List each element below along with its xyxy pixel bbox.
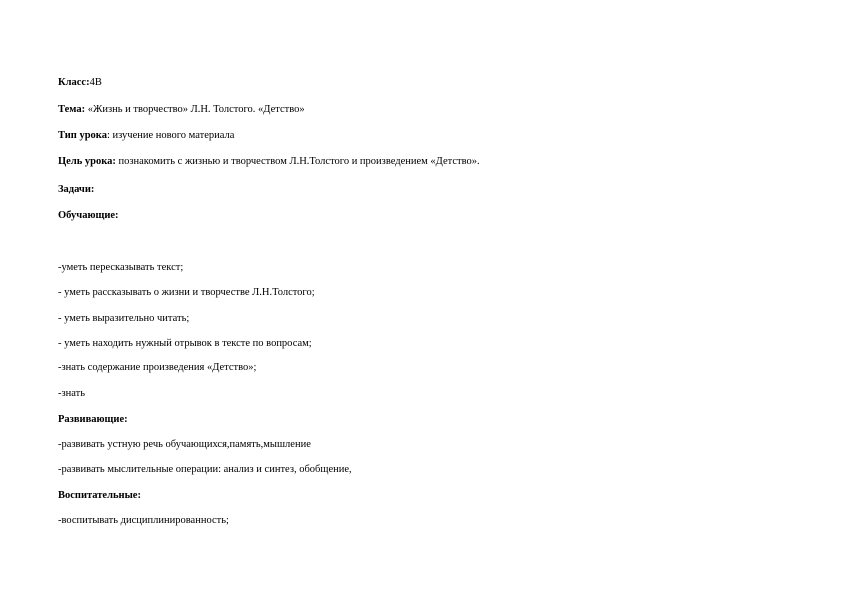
developing-item: -развивать устную речь обучающихся,память,мышление <box>58 439 311 450</box>
class-value: 4В <box>89 77 102 88</box>
class-label: Класс: <box>58 77 90 88</box>
lesson-type-label: Тип урока <box>58 130 107 141</box>
goal-label: Цель урока: <box>58 156 116 167</box>
goal-value: познакомить с жизнью и творчеством Л.Н.Толстого и произведением «Детство». <box>115 156 480 167</box>
tasks-heading: Задачи: <box>58 184 95 195</box>
educational-item: -воспитывать дисциплинированность; <box>58 515 229 526</box>
teaching-item: -уметь пересказывать текст; <box>58 262 184 273</box>
teaching-item: - уметь выразительно читать; <box>58 313 190 324</box>
teaching-item: -знать содержание произведения «Детство»; <box>58 362 257 373</box>
topic-label: Тема: <box>58 104 86 115</box>
class-line <box>58 76 102 90</box>
teaching-heading: Обучающие: <box>58 210 119 221</box>
goal-line <box>58 155 480 169</box>
educational-heading: Воспитательные: <box>58 490 141 501</box>
topic-value: «Жизнь и творчество» Л.Н. Толстого. «Детство» <box>85 104 305 115</box>
developing-item: -развивать мыслительные операции: анализ и синтез, обобщение, <box>58 464 352 475</box>
teaching-item: - уметь рассказывать о жизни и творчестве Л.Н.Толстого; <box>58 287 315 298</box>
developing-heading: Развивающие: <box>58 414 128 425</box>
teaching-item: -знать <box>58 388 86 399</box>
lesson-type-value: : изучение нового материала <box>106 130 235 141</box>
lesson-type-line <box>58 129 234 143</box>
teaching-item: - уметь находить нужный отрывок в тексте по вопросам; <box>58 338 312 349</box>
topic-line <box>58 103 305 117</box>
